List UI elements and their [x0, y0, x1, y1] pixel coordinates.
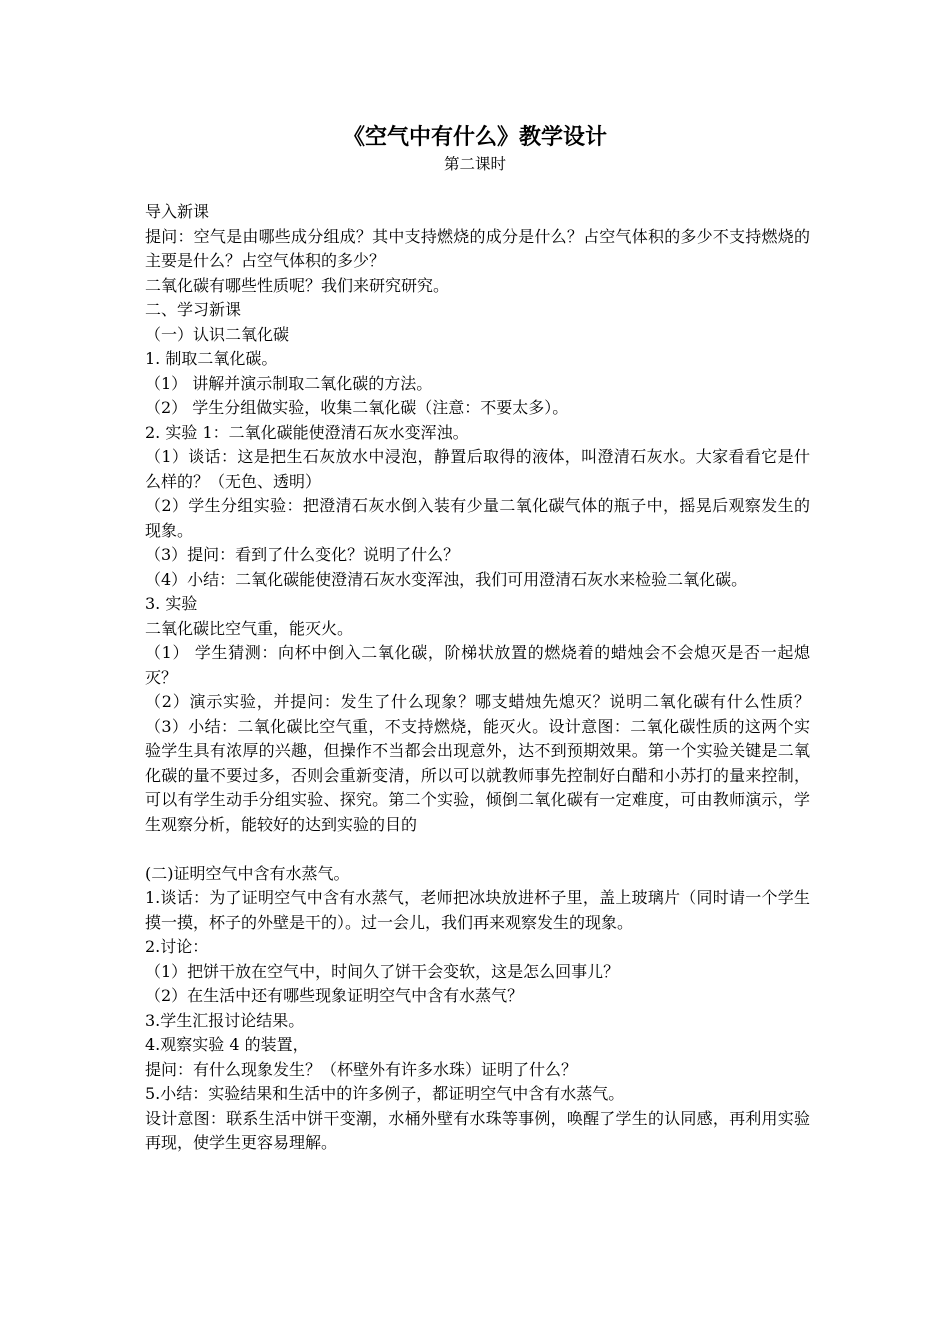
- paragraph-intro-co2: 二氧化碳有哪些性质呢？我们来研究研究。: [145, 275, 450, 295]
- paragraph-step-3: 3. 实验: [145, 594, 198, 613]
- paragraph-vapor-2-2: （2）在生活中还有哪些现象证明空气中含有水蒸气？: [145, 986, 524, 1005]
- paragraph-vapor-5: 5.小结：实验结果和生活中的许多例子，都证明空气中含有水蒸气。: [145, 1084, 625, 1103]
- document-subtitle: 第二课时: [443, 155, 506, 173]
- paragraph-step-3-1: （1） 学生猜测：向杯中倒入二氧化碳，阶梯状放置的燃烧着的蜡烛会不会熄灭是否一起熄灭？: [145, 643, 810, 687]
- paragraph-subsection-co2: （一）认识二氧化碳: [145, 324, 290, 344]
- paragraph-intro-heading: 导入新课: [145, 202, 210, 221]
- paragraph-vapor-2: 2.讨论：: [145, 937, 209, 956]
- paragraph-step-3-2: （2）演示实验，并提问：发生了什么现象？哪支蜡烛先熄灭？说明二氧化碳有什么性质？（3）小结：二氧化碳比空气重，不支持燃烧，能灭火。设计意图：二氧化碳性质的这两个实验学生具有浓厚的兴趣，但操作不当都会出现意外，达不到预期效果。第一个实验关键是二氧化碳的量不要过多，否则会重新变清，所以可以就教师事先控制好白醋和小苏打的量来控制，可以有学生动手分组实验、探究。第二个实验，倾倒二氧化碳有一定难度，可由教师演示，学生观察分析，能较好的达到实验的目的: [145, 692, 810, 834]
- blank-line: [145, 837, 810, 862]
- paragraph-vapor-4-question: 提问：有什么现象发生？（杯壁外有许多水珠）证明了什么？: [145, 1059, 578, 1079]
- paragraph-step-2-3: （3）提问：看到了什么变化？说明了什么？: [145, 545, 460, 564]
- paragraph-step-1: 1. 制取二氧化碳。: [145, 349, 278, 368]
- paragraph-step-2-4: （4）小结：二氧化碳能使澄清石灰水变浑浊，我们可用澄清石灰水来检验二氧化碳。: [145, 569, 748, 589]
- paragraph-step-3-claim: 二氧化碳比空气重，能灭火。: [145, 618, 354, 638]
- paragraph-vapor-4: 4.观察实验 4 的装置，: [145, 1035, 309, 1054]
- paragraph-subsection-vapor: (二)证明空气中含有水蒸气。: [145, 863, 350, 883]
- paragraph-vapor-2-1: （1）把饼干放在空气中，时间久了饼干会变软，这是怎么回事儿？: [145, 961, 620, 981]
- paragraph-design-intent: 设计意图：联系生活中饼干变潮，水桶外壁有水珠等事例，唤醒了学生的认同感，再利用实验再现，使学生更容易理解。: [145, 1108, 810, 1152]
- paragraph-step-2: 2. 实验 1：二氧化碳能使澄清石灰水变浑浊。: [145, 422, 469, 442]
- paragraph-step-2-1: （1）谈话：这是把生石灰放水中浸泡，静置后取得的液体，叫澄清石灰水。大家看看它是什么样的？（无色、透明）: [145, 447, 810, 491]
- document-title: 《空气中有什么》教学设计: [342, 124, 607, 150]
- paragraph-section-heading: 二、学习新课: [145, 300, 242, 319]
- document-body: [145, 200, 810, 1156]
- paragraph-step-2-2: （2）学生分组实验：把澄清石灰水倒入装有少量二氧化碳气体的瓶子中，摇晃后观察发生的现象。: [145, 496, 810, 540]
- paragraph-intro-question: 提问：空气是由哪些成分组成？其中支持燃烧的成分是什么？占空气体积的多少不支持燃烧的主要是什么？占空气体积的多少？: [145, 226, 810, 270]
- paragraph-vapor-1: 1.谈话：为了证明空气中含有水蒸气，老师把冰块放进杯子里，盖上玻璃片（同时请一个学生摸一摸，杯子的外壁是干的）。过一会儿，我们再来观察发生的现象。: [145, 888, 810, 932]
- paragraph-step-1-2: （2） 学生分组做实验，收集二氧化碳（注意：不要太多）。: [145, 398, 569, 417]
- paragraph-vapor-3: 3.学生汇报讨论结果。: [145, 1010, 305, 1030]
- paragraph-step-1-1: （1） 讲解并演示制取二氧化碳的方法。: [145, 373, 433, 393]
